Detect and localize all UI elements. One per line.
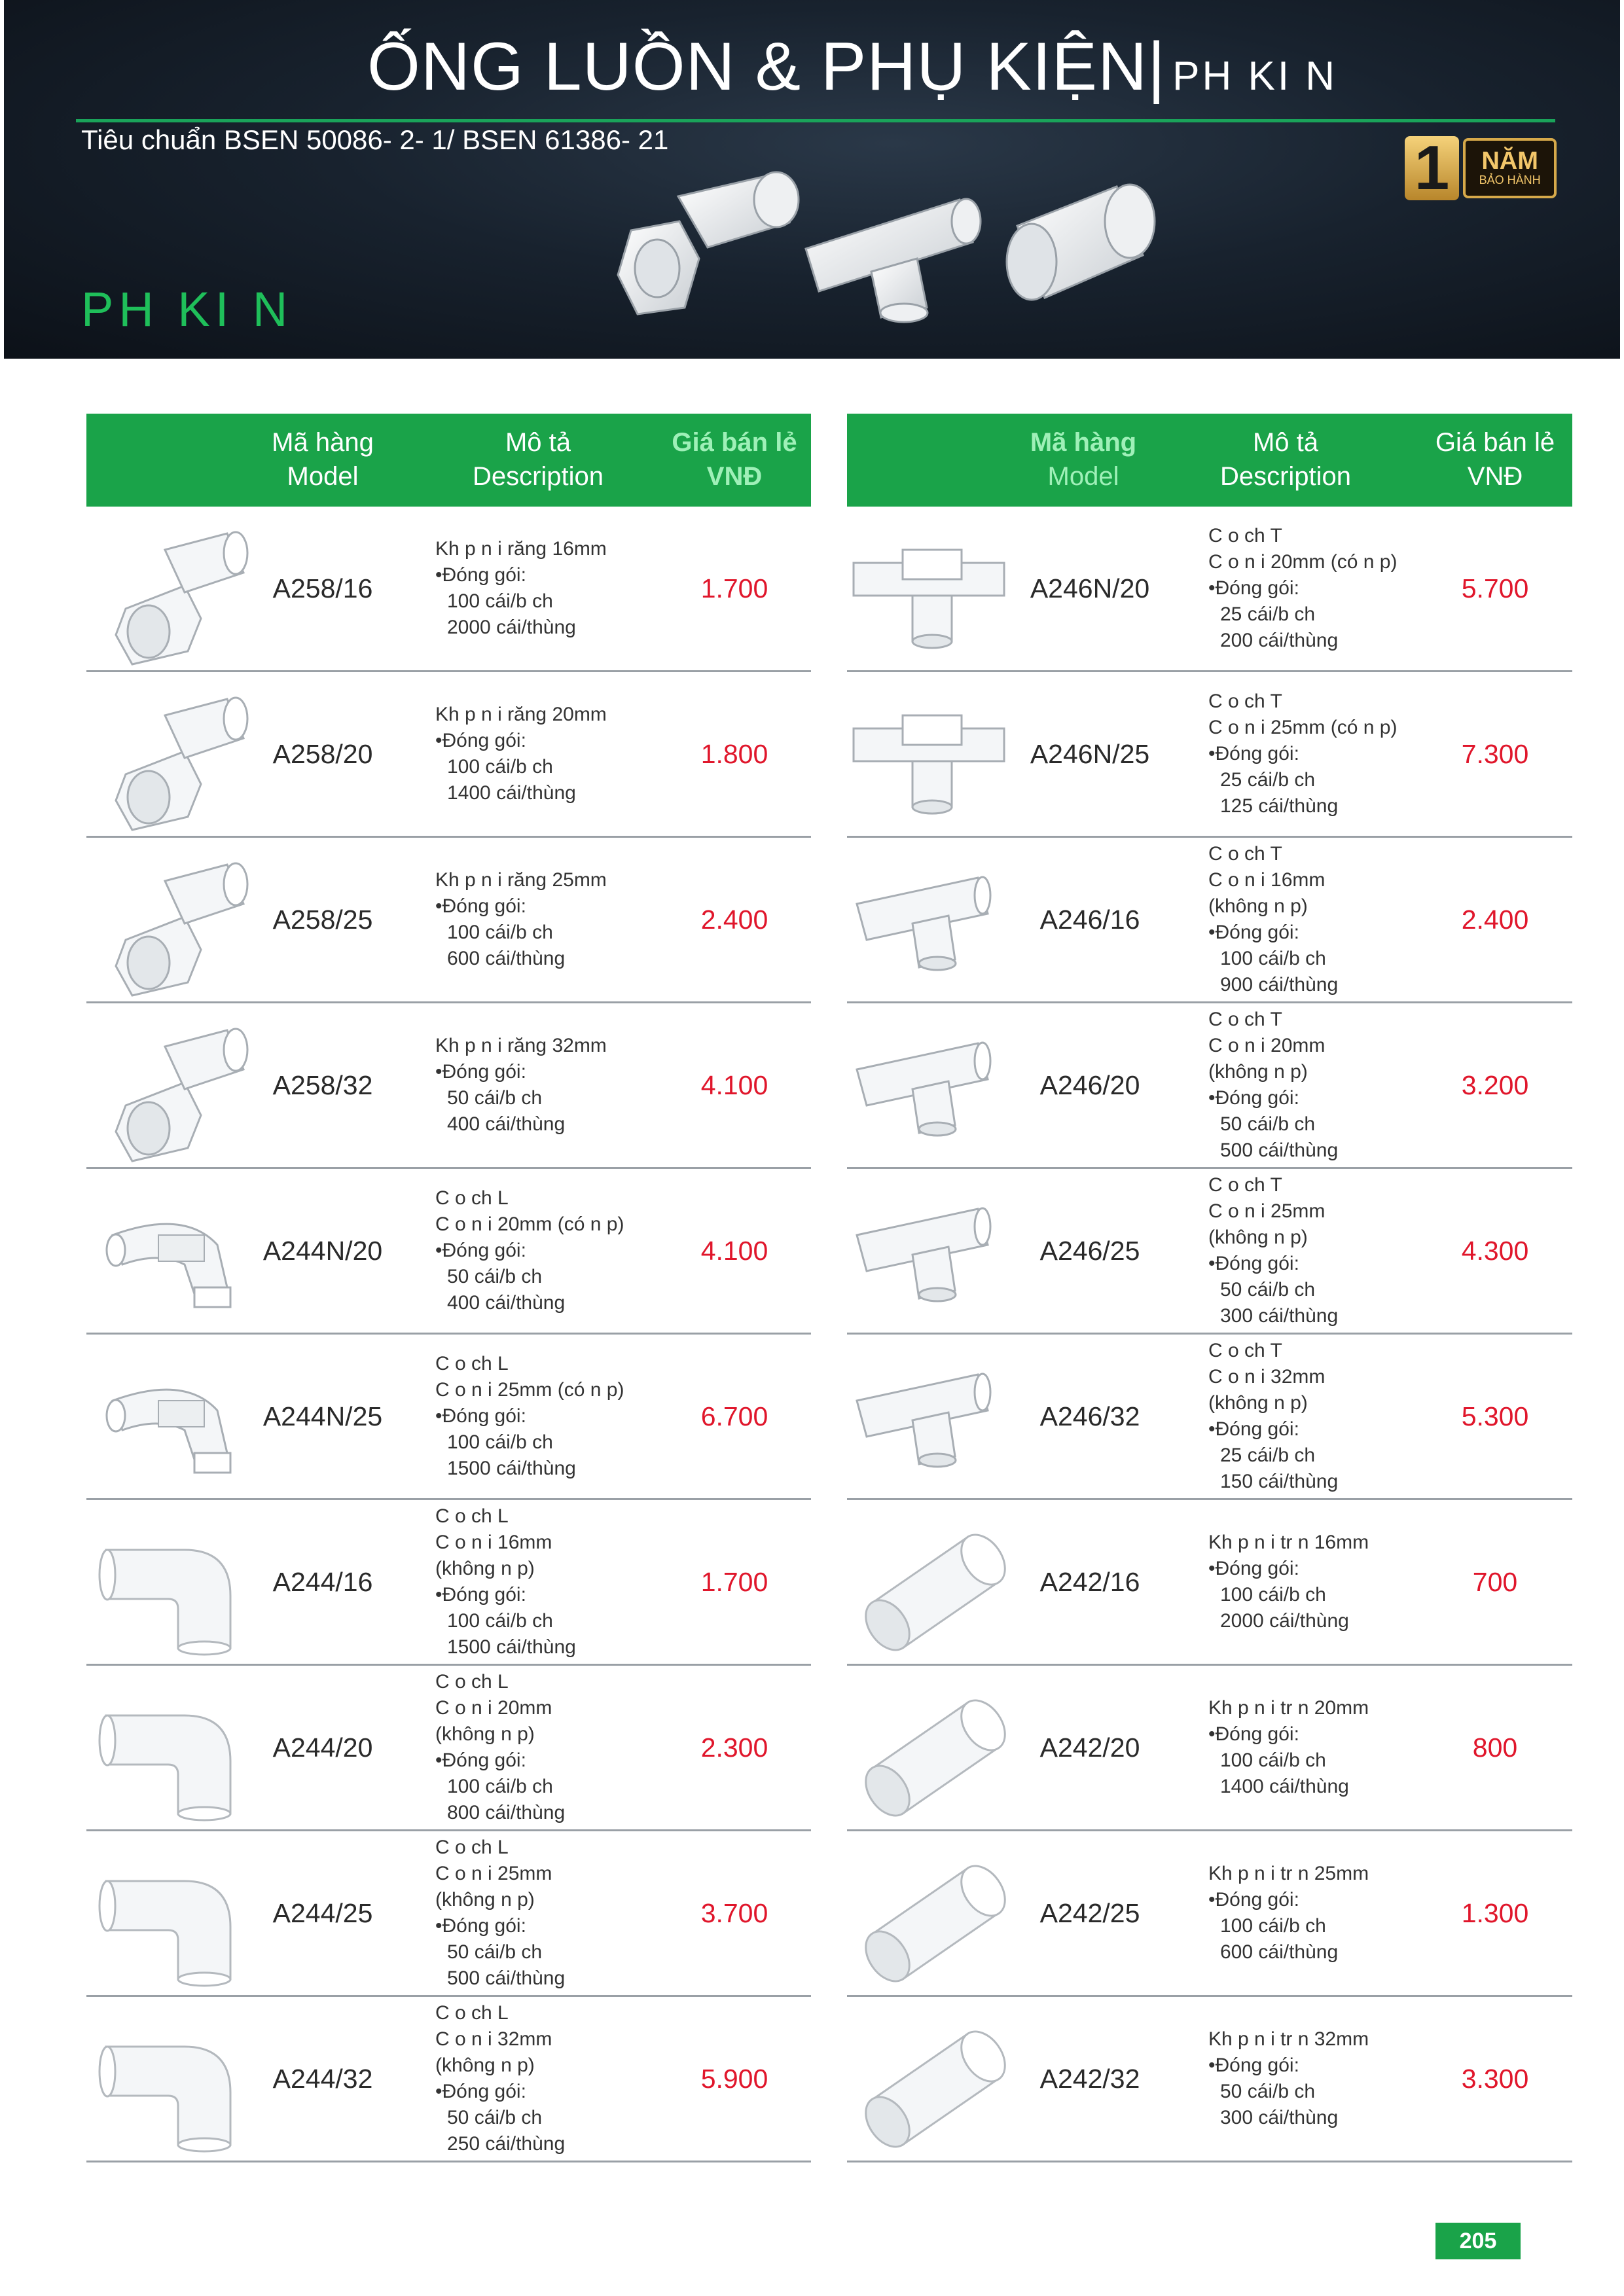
threaded-coupling-icon [86,842,250,997]
description-line: •Đóng gói: [435,564,526,586]
table-row [86,1003,811,1169]
description-line: •Đóng gói: [1208,922,1299,943]
description [435,1831,565,1995]
description-line: 100 cái/b ch [447,590,553,612]
model-code: A244/20 [272,1732,373,1763]
price: 3.300 [1461,2063,1529,2094]
description [1208,1831,1369,1995]
tee-icon [847,1173,1011,1329]
page-title-main: ỐNG LUỒN & PHỤ KIỆN| [367,29,1166,105]
price-column-header [662,425,806,493]
table-row [847,507,1572,672]
description-line: 25 cái/b ch [1220,603,1316,625]
description [435,838,607,1001]
description-line: 400 cái/thùng [447,1113,566,1135]
straight-coupling-icon [847,1835,1011,1991]
straight-coupling-icon [847,1670,1011,1825]
description-line: •Đóng gói: [435,1584,526,1605]
price: 7.300 [1461,738,1529,769]
price-header-en: VNĐ [1467,462,1523,491]
description-line: 200 cái/thùng [1220,630,1339,651]
warranty-label-big: NĂM [1481,147,1538,175]
description-line: (không n p) [1208,1227,1308,1248]
description-line: (không n p) [1208,1392,1308,1414]
left-table-body [86,507,811,2162]
model-column-header [1011,425,1156,493]
price: 5.700 [1461,573,1529,603]
description-line: Kh p n i răng 16mm [435,538,607,560]
description [1208,507,1397,670]
right-price-table [847,414,1572,2162]
description-line: C o ch T [1208,1174,1282,1196]
price: 1.800 [700,738,768,769]
threaded-coupling-icon [86,1007,250,1163]
warranty-number: 1 [1405,136,1459,200]
right-table-header [847,414,1572,507]
description-line: C o ch T [1208,1009,1282,1030]
table-row [847,1335,1572,1500]
description-line: 50 cái/b ch [447,2107,543,2128]
description-line: C o ch L [435,1505,509,1527]
price: 1.700 [700,573,768,603]
description-line: 300 cái/thùng [1220,2107,1339,2128]
model-code: A244N/20 [262,1235,383,1266]
description-line: (không n p) [1208,1061,1308,1083]
description-line: C o n i 25mm (có n p) [1208,717,1398,738]
description-line: •Đóng gói: [435,1061,526,1083]
model-code: A246/16 [1039,904,1140,935]
price: 4.300 [1461,1235,1529,1266]
price: 5.900 [700,2063,768,2094]
price: 3.200 [1461,1069,1529,1100]
table-row [847,1500,1572,1666]
description [435,1997,565,2161]
page-number: 205 [1435,2223,1521,2259]
description-line: C o n i 16mm [435,1532,552,1553]
description-line: C o ch L [435,2002,509,2024]
standard-text: Tiêu chuẩn BSEN 50086- 2- 1/ BSEN 61386- 21 [81,124,669,155]
model-header-en: Model [287,462,359,491]
description-line: 100 cái/b ch [1220,1749,1326,1771]
description-line: C o ch T [1208,1340,1282,1361]
description-line: 50 cái/b ch [447,1087,543,1109]
description-line: C o n i 32mm [1208,1366,1326,1388]
model-code: A242/32 [1039,2063,1140,2094]
description-line: 150 cái/thùng [1220,1471,1339,1492]
description-line: Kh p n i răng 25mm [435,869,607,891]
model-code: A242/20 [1039,1732,1140,1763]
table-row [847,1997,1572,2162]
description-line: 900 cái/thùng [1220,974,1339,996]
description-line: 25 cái/b ch [1220,1444,1316,1466]
description-line: 500 cái/thùng [1220,1139,1339,1161]
model-code: A242/16 [1039,1566,1140,1597]
model-code: A246/32 [1039,1401,1140,1431]
description-line: C o n i 25mm [435,1863,552,1884]
description-line: •Đóng gói: [1208,1889,1299,1910]
price-header-vi: Giá bán lẻ [672,428,797,457]
model-code: A242/25 [1039,1897,1140,1928]
description-line: 100 cái/b ch [447,1610,553,1632]
description-line: 100 cái/b ch [447,1431,553,1453]
description-line: Kh p n i răng 32mm [435,1035,607,1056]
description [435,1335,624,1498]
description-line: C o ch T [1208,525,1282,547]
tee-icon [806,199,981,322]
description-line: 1500 cái/thùng [447,1458,576,1479]
table-row [847,1169,1572,1335]
description-line: (không n p) [1208,895,1308,917]
description-line: 1400 cái/thùng [447,782,576,804]
price: 2.400 [700,904,768,935]
warranty-badge [1405,133,1557,203]
straight-coupling-icon [1007,185,1155,300]
description-line: 50 cái/b ch [447,1266,543,1287]
table-row [86,672,811,838]
description [435,1003,607,1167]
description [1208,1335,1338,1498]
description-line: C o n i 25mm (có n p) [435,1379,624,1401]
elbow-icon [86,1835,250,1991]
table-row [86,1169,811,1335]
description-line: C o ch L [435,1671,509,1693]
description-line: C o n i 20mm [435,1697,552,1719]
description-line: •Đóng gói: [1208,743,1299,764]
description-line: 2000 cái/thùng [447,617,576,638]
elbow-icon [86,2001,250,2157]
model-code: A246N/20 [1030,573,1150,603]
price: 1.700 [700,1566,768,1597]
price: 4.100 [700,1069,768,1100]
description-line: •Đóng gói: [1208,1723,1299,1745]
table-row [847,838,1572,1003]
elbow-icon [86,1504,250,1660]
description-line: C o n i 16mm [1208,869,1326,891]
description-line: Kh p n i tr n 20mm [1208,1697,1369,1719]
price: 800 [1472,1732,1518,1763]
model-code: A244/32 [272,2063,373,2094]
description-line: C o n i 20mm [1208,1035,1326,1056]
model-code: A246/25 [1039,1235,1140,1266]
price: 5.300 [1461,1401,1529,1431]
section-title: PH KI N [81,282,293,336]
price: 3.700 [700,1897,768,1928]
elbow-icon [86,1670,250,1825]
description [1208,1997,1369,2161]
right-table-body [847,507,1572,2162]
tee-icon [847,842,1011,997]
description-line: •Đóng gói: [1208,577,1299,599]
description-line: (không n p) [435,1558,535,1579]
table-row [86,1997,811,2162]
model-code: A258/32 [272,1069,373,1100]
description-line: 50 cái/b ch [1220,1113,1316,1135]
model-code: A246N/25 [1030,738,1150,769]
description-line: 400 cái/thùng [447,1292,566,1314]
model-code: A244/16 [272,1566,373,1597]
description-line: •Đóng gói: [1208,1418,1299,1440]
description-line: 1400 cái/thùng [1220,1776,1349,1797]
description-line: (không n p) [435,2054,535,2076]
model-header-en: Model [1047,462,1119,491]
description-line: C o ch L [435,1187,509,1209]
description-line: 100 cái/b ch [1220,1915,1326,1937]
model-header-vi: Mã hàng [272,428,374,457]
description-line: (không n p) [435,1889,535,1910]
description-line: C o n i 32mm [435,2028,552,2050]
price-header-en: VNĐ [706,462,763,491]
description-line: 100 cái/b ch [1220,1584,1326,1605]
threaded-coupling-icon [86,511,250,666]
description-line: C o ch T [1208,691,1282,712]
description-line: •Đóng gói: [1208,1253,1299,1274]
straight-coupling-icon [847,1504,1011,1660]
description-line: 100 cái/b ch [447,922,553,943]
description [1208,1003,1338,1167]
description-line: Kh p n i tr n 16mm [1208,1532,1369,1553]
table-row [86,507,811,672]
description [1208,838,1338,1001]
description-line: 50 cái/b ch [1220,2081,1316,2102]
description-line: 100 cái/b ch [447,1776,553,1797]
description-line: •Đóng gói: [435,1915,526,1937]
description [435,1500,576,1664]
description-line: 250 cái/thùng [447,2133,566,2155]
description-line: Kh p n i răng 20mm [435,704,607,725]
left-price-table [86,414,811,2162]
price: 700 [1472,1566,1518,1597]
price-column-header [1423,425,1567,493]
description-line: 500 cái/thùng [447,1967,566,1989]
model-code: A244N/25 [262,1401,383,1431]
header-divider [76,119,1555,122]
description [1208,672,1397,836]
table-row [86,838,811,1003]
description-line: (không n p) [435,1723,535,1745]
elbow-lid-icon [86,1338,250,1494]
description-line: 25 cái/b ch [1220,769,1316,791]
description-line: 600 cái/thùng [447,948,566,969]
straight-coupling-icon [847,2001,1011,2157]
page-title-sub: PH KI N [1172,54,1338,99]
table-row [847,1831,1572,1997]
threaded-coupling-icon [86,676,250,832]
description-line: 100 cái/b ch [447,756,553,778]
table-row [86,1666,811,1831]
threaded-coupling-icon [618,172,799,314]
description-line: •Đóng gói: [435,730,526,751]
description-line: C o n i 25mm [1208,1200,1326,1222]
description-line: 800 cái/thùng [447,1802,566,1823]
model-code: A244/25 [272,1897,373,1928]
model-code: A246/20 [1039,1069,1140,1100]
description-line: 2000 cái/thùng [1220,1610,1349,1632]
table-row [86,1500,811,1666]
description-line: C o ch L [435,1837,509,1858]
description-line: 1500 cái/thùng [447,1636,576,1658]
description-column-header [1187,425,1384,493]
description [435,1169,624,1333]
tee-icon [847,1007,1011,1163]
description-line: •Đóng gói: [1208,2054,1299,2076]
model-column-header [250,425,395,493]
description-line: •Đóng gói: [435,2081,526,2102]
description-header-vi: Mô tả [505,428,571,457]
price: 4.100 [700,1235,768,1266]
model-code: A258/25 [272,904,373,935]
elbow-lid-icon [86,1173,250,1329]
description [435,672,607,836]
description-line: •Đóng gói: [435,895,526,917]
table-row [86,1335,811,1500]
description-column-header [440,425,636,493]
description [435,1666,565,1829]
tee-lid-icon [847,511,1011,666]
description-line: C o n i 20mm (có n p) [435,1213,624,1235]
warranty-label-small: BẢO HÀNH [1479,173,1541,187]
price-header-vi: Giá bán lẻ [1435,428,1555,457]
description-line: Kh p n i tr n 32mm [1208,2028,1369,2050]
description-line: 300 cái/thùng [1220,1305,1339,1327]
description-line: 50 cái/b ch [447,1941,543,1963]
description-line: C o ch T [1208,843,1282,865]
left-table-header [86,414,811,507]
description-line: •Đóng gói: [1208,1558,1299,1579]
description-line: 600 cái/thùng [1220,1941,1339,1963]
table-row [847,672,1572,838]
model-code: A258/16 [272,573,373,603]
description [435,507,607,670]
price: 2.300 [700,1732,768,1763]
description-line: •Đóng gói: [1208,1087,1299,1109]
tee-icon [847,1338,1011,1494]
description-line: •Đóng gói: [435,1240,526,1261]
description-header-vi: Mô tả [1252,428,1319,457]
table-row [847,1003,1572,1169]
description [1208,1500,1369,1664]
description-line: 100 cái/b ch [1220,948,1326,969]
description-line: •Đóng gói: [435,1405,526,1427]
description-line: •Đóng gói: [435,1749,526,1771]
description-header-en: Description [472,462,604,491]
description-line: 125 cái/thùng [1220,795,1339,817]
header-banner [4,0,1620,359]
description-line: Kh p n i tr n 25mm [1208,1863,1369,1884]
description-header-en: Description [1219,462,1352,491]
description-line: 50 cái/b ch [1220,1279,1316,1300]
warranty-label-box [1463,138,1557,198]
table-row [847,1666,1572,1831]
model-header-vi: Mã hàng [1030,428,1137,457]
price: 6.700 [700,1401,768,1431]
tee-lid-icon [847,676,1011,832]
price: 1.300 [1461,1897,1529,1928]
description-line: C o ch L [435,1353,509,1374]
table-row [86,1831,811,1997]
price: 2.400 [1461,904,1529,935]
model-code: A258/20 [272,738,373,769]
page-title [367,29,1338,105]
description [1208,1666,1369,1829]
description [1208,1169,1338,1333]
description-line: C o n i 20mm (có n p) [1208,551,1398,573]
